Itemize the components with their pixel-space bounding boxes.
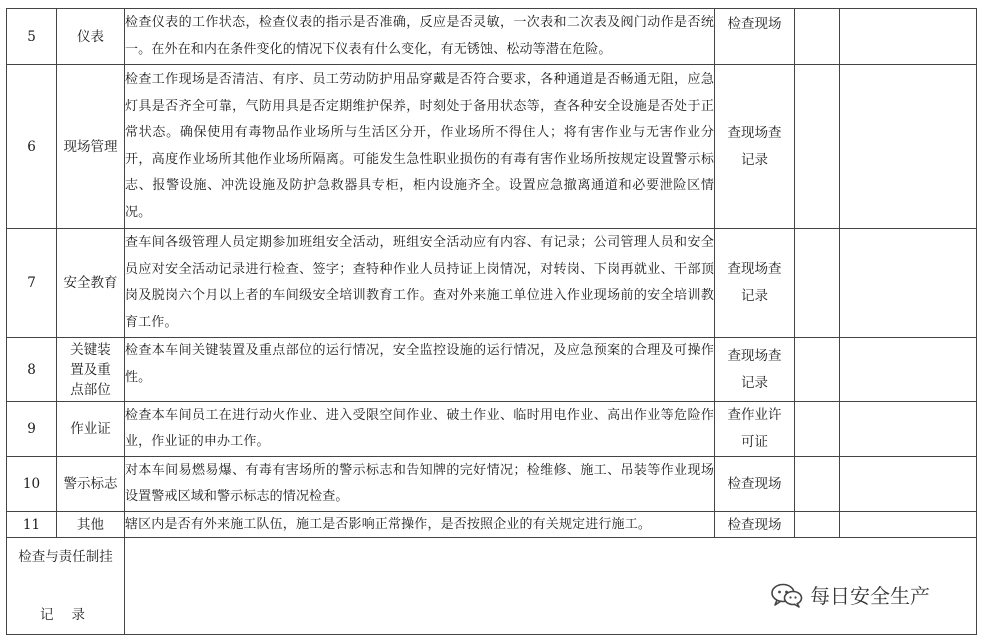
blank-cell [840, 512, 977, 538]
check-content: 检查本车间员工在进行动火作业、进入受限空间作业、破土作业、临时用电作业、高出作业等危险作业，作业证的申办工作。 [125, 402, 715, 457]
record-label [7, 538, 125, 635]
check-item: 其他 [57, 512, 125, 538]
table-row [7, 9, 977, 65]
table-row [7, 512, 977, 538]
blank-cell [840, 402, 977, 457]
blank-cell [840, 65, 977, 229]
blank-cell [795, 338, 840, 402]
blank-cell [795, 9, 840, 65]
record-label-line1: 检查与责任制挂 [18, 549, 113, 565]
check-content: 查车间各级管理人员定期参加班组安全活动，班组安全活动应有内容、有记录；公司管理人员和安全员应对安全活动记录进行检查、签字；查特种作业人员持证上岗情况，对转岗、下岗再就业、干部顶岗及脱岗六个月以上者的车间级安全培训教育工作。查对外来施工单位进入作业现场前的安全培训教育工作。 [125, 229, 715, 338]
blank-cell [795, 512, 840, 538]
wechat-icon [770, 582, 804, 608]
table-row [7, 229, 977, 338]
check-method: 查现场查记录 [715, 229, 795, 338]
blank-cell [795, 457, 840, 512]
row-number: 6 [7, 65, 57, 229]
blank-cell [840, 9, 977, 65]
check-method: 检查现场 [715, 512, 795, 538]
table-row [7, 338, 977, 402]
check-item: 现场管理 [57, 65, 125, 229]
check-item: 仪表 [57, 9, 125, 65]
check-item: 作业证 [57, 402, 125, 457]
row-number: 10 [7, 457, 57, 512]
table-row [7, 402, 977, 457]
check-content: 检查工作现场是否清洁、有序、员工劳动防护用品穿戴是否符合要求，各种通道是否畅通无阻，应急灯具是否齐全可靠，气防用具是否定期维护保养，时刻处于备用状态等，查各种安全设施是否处于正常状态。确保使用有毒物品作业场所与生活区分开，作业场所不得住人；将有害作业与无害作业分开，高度作业场所其他作业场所隔离。可能发生急性职业损伤的有毒有害作业场所按规定设置警示标志、报警设施、冲洗设施及防护急救器具专柜，柜内设施齐全。设置应急撤离通道和必要泄险区情况。 [125, 65, 715, 229]
check-item: 关键装置及重点部位 [57, 338, 125, 402]
check-content: 对本车间易燃易爆、有毒有害场所的警示标志和告知牌的完好情况；检维修、施工、吊装等作业现场设置警戒区域和警示标志的情况检查。 [125, 457, 715, 512]
check-method: 查现场查记录 [715, 65, 795, 229]
blank-cell [795, 65, 840, 229]
blank-cell [840, 457, 977, 512]
check-method: 检查现场 [715, 9, 795, 65]
check-method: 查现场查记录 [715, 338, 795, 402]
check-content: 检查本车间关键装置及重点部位的运行情况，安全监控设施的运行情况，及应急预案的合理及可操作性。 [125, 338, 715, 402]
row-number: 9 [7, 402, 57, 457]
blank-cell [795, 229, 840, 338]
row-number: 8 [7, 338, 57, 402]
check-content: 辖区内是否有外来施工队伍，施工是否影响正常操作，是否按照企业的有关规定进行施工。 [125, 512, 715, 538]
safety-checklist-table [6, 8, 977, 635]
blank-cell [795, 402, 840, 457]
row-number: 5 [7, 9, 57, 65]
check-item: 安全教育 [57, 229, 125, 338]
watermark [770, 580, 930, 609]
watermark-text: 每日安全生产 [810, 584, 930, 608]
check-method: 查作业许可证 [715, 402, 795, 457]
record-label-line2: 记录 [40, 607, 103, 623]
blank-cell [840, 338, 977, 402]
table-row [7, 457, 977, 512]
check-content: 检查仪表的工作状态，检查仪表的指示是否准确，反应是否灵敏，一次表和二次表及阀门动作是否统一。在外在和内在条件变化的情况下仪表有什么变化，有无锈蚀、松动等潜在危险。 [125, 9, 715, 65]
row-number: 11 [7, 512, 57, 538]
table-row [7, 65, 977, 229]
blank-cell [840, 229, 977, 338]
row-number: 7 [7, 229, 57, 338]
check-item: 警示标志 [57, 457, 125, 512]
check-method: 检查现场 [715, 457, 795, 512]
